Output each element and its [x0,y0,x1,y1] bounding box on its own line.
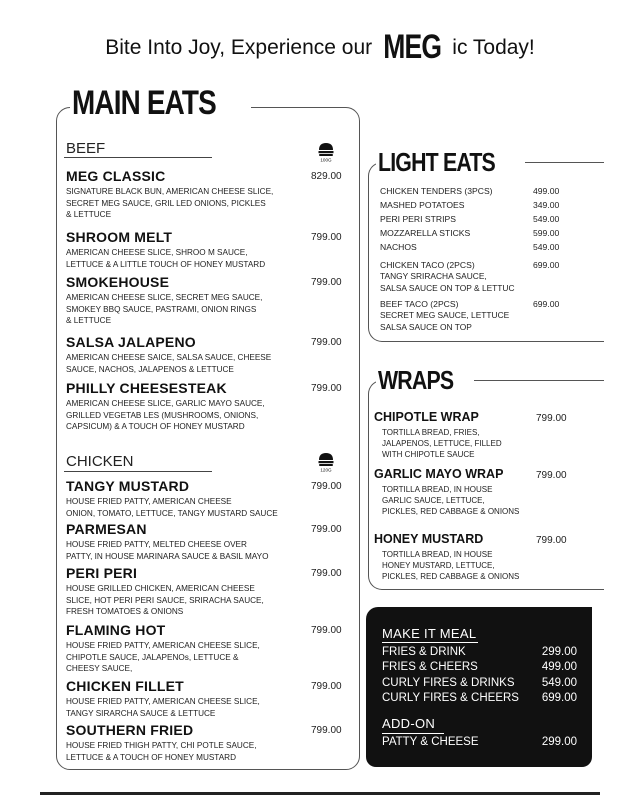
description-line: AMERICAN CHEESE SLICE, SECRET MEG SAUCE, [66,293,263,302]
description-line: PATTY, IN HOUSE MARINARA SAUCE & BASIL MAYO [66,551,269,561]
chicken-category-divider [64,471,212,472]
description-line: TORTILLA BREAD, IN HOUSE [382,485,493,494]
description-line: HOUSE FRIED PATTY, AMERICAN CHEESE SLICE, [66,641,260,650]
chicken-item-name: TANGY MUSTARD [66,478,190,494]
light-item-price: 599.00 [533,228,560,238]
description-line: HOUSE FRIED PATTY, AMERICAN CHEESE SLICE, [66,697,260,706]
description-line: AMERICAN CHEESE SLICE, SHROO M SAUCE, [66,248,248,257]
beef-item-description [66,292,306,327]
wrap-item [374,532,524,583]
beef-item-name: SHROOM MELT [66,229,173,245]
chicken-item-description [66,640,306,675]
beef-weight-label: 100G [320,157,332,162]
description-line: SALSA SAUCE ON TOP & LETTUC [380,282,515,293]
main-eats-title: MAIN EATS [70,84,251,123]
description-line: SMOKEY BBQ SAUCE, PASTRAMI, ONION RINGS [66,304,257,314]
beef-item-price: 829.00 [311,171,342,182]
description-line: SAUCE, NACHOS, JALAPENOS & LETTUCE [66,364,234,374]
description-line: PICKLES, RED CABBAGE & ONIONS [382,507,520,517]
light-item-price: 499.00 [533,186,560,196]
headline [40,28,600,67]
beef-item-price: 799.00 [311,337,342,348]
beef-item-description [66,352,306,375]
description-line: SECRET MEG SAUCE, GRIL LED ONIONS, PICKLES [66,198,266,208]
chicken-item-name: PERI PERI [66,565,138,581]
description-line: PICKLES, RED CABBAGE & ONIONS [382,572,520,582]
meal-item-price: 299.00 [541,736,577,748]
meal-item-price: 499.00 [541,661,577,673]
description-line: JALAPENOS, LETTUCE, FILLED [382,439,502,449]
light-item-description [380,310,509,333]
description-line: & LETTUCE [66,210,112,220]
meal-item-price: 549.00 [541,677,577,689]
meal-item-name: PATTY & CHEESE [382,736,479,748]
description-line: HOUSE FRIED THIGH PATTY, CHI POTLE SAUCE, [66,741,257,750]
light-item-name: PERI PERI STRIPS [380,214,456,224]
description-line: ONION, TOMATO, LETTUCE, TANGY MUSTARD SAUCE [66,508,278,518]
description-line: AMERICAN CHEESE SAICE, SALSA SAUCE, CHEESE [66,353,272,362]
beef-item-name: MEG CLASSIC [66,168,166,184]
description-line: SLICE, HOT PERI PERI SAUCE, SRIRACHA SAUCE, [66,595,264,605]
description-line: GRILLED VEGETAB LES (MUSHROOMS, ONIONS, [66,410,259,420]
make-it-meal-divider [382,642,478,643]
description-line: SALSA SAUCE ON TOP [380,321,472,332]
meal-item-price: 699.00 [541,692,577,704]
light-item-price: 549.00 [533,242,560,252]
description-line: TORTILLA BREAD, IN HOUSE [382,550,493,559]
chicken-item-name: FLAMING HOT [66,622,166,638]
beef-item-price: 799.00 [311,277,342,288]
description-line: TORTILLA BREAD, FRIES, [382,428,480,437]
chicken-item-price: 799.00 [311,681,342,692]
description-line: CHEESY SAUCE, [66,664,133,674]
light-item-name: MASHED POTATOES [380,200,465,210]
chicken-item-price: 799.00 [311,481,342,492]
wrap-item-description [382,549,524,583]
chicken-category-label: CHICKEN [66,453,134,470]
description-line: TANGY SIRARCHA SAUCE & LETTUCE [66,708,216,718]
headline-pre: Bite Into Joy, Experience our [105,36,378,59]
description-line: HOUSE FRIED PATTY, MELTED CHEESE OVER [66,540,247,549]
description-line: HONEY MUSTARD, LETTUCE, [382,561,495,571]
chicken-item-price: 799.00 [311,625,342,636]
description-line: & LETTUCE [66,316,112,326]
beef-item [66,229,306,270]
headline-brand: MEG [383,28,442,66]
chicken-item [66,565,306,618]
beef-item-price: 799.00 [311,383,342,394]
chicken-item-price: 799.00 [311,725,342,736]
beef-item [66,380,306,433]
wrap-item-price: 799.00 [536,413,567,424]
burger-icon [317,142,335,162]
chicken-item [66,678,306,719]
chicken-item [66,722,306,763]
light-item-name: CHICKEN TACO (2PCS) [380,260,475,270]
chicken-item-description [66,696,306,719]
description-line: LETTUCE & A TOUCH OF HONEY MUSTARD [66,752,236,762]
beef-category-divider [64,157,212,158]
wrap-item-name: GARLIC MAYO WRAP [374,467,504,481]
chicken-item-description [66,740,306,763]
chicken-item-name: SOUTHERN FRIED [66,722,194,738]
light-item-name: CHICKEN TENDERS (3PCS) [380,186,493,196]
beef-item-description [66,247,306,270]
description-line: TANGY SRIRACHA SAUCE, [380,271,487,281]
beef-item [66,334,306,375]
description-line: GARLIC SAUCE, LETTUCE, [382,496,485,506]
make-it-meal-title: MAKE IT MEAL [382,626,477,641]
light-item-name: BEEF TACO (2PCS) [380,299,459,309]
description-line: CHIPOTLE SAUCE, JALAPENOs, LETTUCE & [66,652,239,662]
wrap-item [374,410,524,461]
light-item-price: 549.00 [533,214,560,224]
beef-item [66,168,306,221]
burger-icon [317,452,335,472]
description-line: SECRET MEG SAUCE, LETTUCE [380,310,510,320]
beef-item-description [66,398,306,433]
beef-item-name: PHILLY CHEESESTEAK [66,380,227,396]
description-line: WITH CHIPOTLE SAUCE [382,450,475,460]
wrap-item-price: 799.00 [536,535,567,546]
description-line: CAPSICUM) & A TOUCH OF HONEY MUSTARD [66,422,245,432]
meal-item-name: FRIES & CHEERS [382,661,478,673]
add-on-divider [382,733,444,734]
meal-item-name: CURLY FIRES & DRINKS [382,677,515,689]
light-item-price: 349.00 [533,200,560,210]
bottom-rule [40,792,600,795]
beef-item-name: SALSA JALAPENO [66,334,196,350]
description-line: FRESH TOMATOES & ONIONS [66,607,184,617]
meal-item-price: 299.00 [541,646,577,658]
chicken-item-name: CHICKEN FILLET [66,678,184,694]
chicken-item-description [66,539,306,562]
chicken-item [66,521,306,562]
description-line: HOUSE GRILLED CHICKEN, AMERICAN CHEESE [66,584,255,593]
light-item-price: 699.00 [533,299,560,309]
wrap-item [374,467,524,518]
beef-item [66,274,306,327]
beef-item-description [66,186,306,221]
description-line: LETTUCE & A LITTLE TOUCH OF HONEY MUSTARD [66,259,266,269]
chicken-item-description [66,583,306,618]
wrap-item-price: 799.00 [536,470,567,481]
chicken-item-name: PARMESAN [66,521,147,537]
light-item-description [380,271,515,294]
light-eats-title: LIGHT EATS [376,147,525,178]
description-line: HOUSE FRIED PATTY, AMERICAN CHEESE [66,497,232,506]
beef-item-name: SMOKEHOUSE [66,274,170,290]
chicken-item-price: 799.00 [311,568,342,579]
chicken-item [66,478,306,519]
chicken-item-price: 799.00 [311,524,342,535]
wrap-item-name: CHIPOTLE WRAP [374,410,479,424]
headline-post: ic Today! [446,36,535,59]
light-item-name: NACHOS [380,242,417,252]
wrap-item-name: HONEY MUSTARD [374,532,484,546]
wrap-item-description [382,484,524,518]
wrap-item-description [382,427,524,461]
meal-item-name: CURLY FIRES & CHEERS [382,692,519,704]
light-item-price: 699.00 [533,260,560,270]
beef-item-price: 799.00 [311,232,342,243]
chicken-weight-label: 120G [320,467,332,472]
add-on-title: ADD-ON [382,716,436,731]
chicken-item [66,622,306,675]
wraps-title: WRAPS [376,365,474,396]
light-item-name: MOZZARELLA STICKS [380,228,471,238]
meal-item-name: FRIES & DRINK [382,646,466,658]
beef-category-label: BEEF [66,140,106,157]
chicken-item-description [66,496,306,519]
description-line: SIGNATURE BLACK BUN, AMERICAN CHEESE SLICE, [66,187,274,196]
description-line: AMERICAN CHEESE SLICE, GARLIC MAYO SAUCE, [66,399,265,408]
